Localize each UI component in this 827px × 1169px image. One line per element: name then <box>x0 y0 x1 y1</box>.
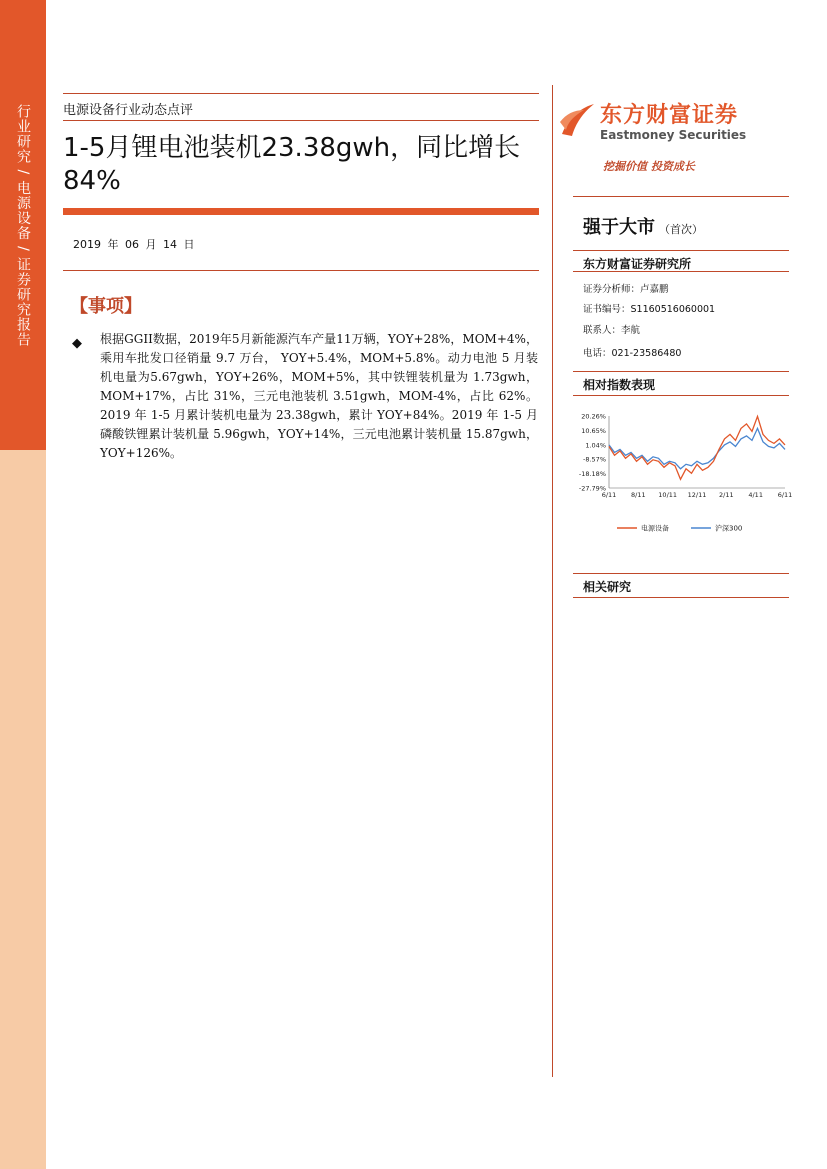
chart-y-tick-label: -8.57% <box>583 455 606 464</box>
contact: 联系人：李航 <box>583 325 641 336</box>
institute-name: 东方财富证券研究所 <box>583 257 692 271</box>
sidebar-label: 行业研究 / 电源设备 / 证券研究报告 <box>15 104 31 348</box>
section-paragraph: 根据GGII数据，2019年5月新能源汽车产量11万辆，YOY+28%，MOM+4%，乘用车批发口径销量 9.7 万台， YOY+5.4%，MOM+5.8%。动力电池 5 月装机电量为5.67gwh，YOY+26%，MOM+5%，其中铁锂装机量为 1.73gwh，MOM+17%，占比 31%，三元电池装机 3.51gwh，MOM-4%，占比 62%。2019 年 1-5 月累计装机电量为 23.38gwh，累计 YOY+84%。2019 年 1-5 月磷酸铁锂累计装机量 5.96gwh，YOY+14%，三元电池累计装机量 15.87gwh，YOY+126%。 <box>100 332 538 460</box>
chart-series-line <box>609 428 785 468</box>
chart-x-tick-label: 10/11 <box>658 491 678 499</box>
chart-x-tick-label: 6/11 <box>601 491 617 499</box>
report-date: 2019 年 06 月 14 日 <box>73 238 195 251</box>
chart-y-tick-label: 20.26% <box>581 412 606 421</box>
brand-name-cn: 东方财富证券 <box>600 103 739 128</box>
report-title: 1-5月锂电池装机23.38gwh，同比增长84% <box>63 133 521 196</box>
chart-x-tick-label: 4/11 <box>748 491 763 499</box>
title-rule <box>63 208 539 215</box>
related-top-rule <box>573 573 789 574</box>
chart-x-tick-label: 8/11 <box>631 491 646 499</box>
chart-y-tick-label: -18.18% <box>578 470 606 479</box>
chart-y-tick-label: -27.79% <box>578 484 606 493</box>
column-divider <box>552 85 553 1077</box>
chart-x-tick-label: 6/11 <box>777 491 793 499</box>
report-category: 电源设备行业动态点评 <box>63 103 194 118</box>
relative-index-chart <box>573 408 793 540</box>
rating-top-rule <box>573 196 789 197</box>
institute-rule <box>573 271 789 272</box>
rating-label: 强于大市 <box>583 217 655 238</box>
rating-note: （首次） <box>659 223 703 236</box>
relative-heading: 相对指数表现 <box>583 378 656 392</box>
phone: 电话：021-23586480 <box>583 348 682 359</box>
brand-slogan: 挖掘价值 投资成长 <box>603 160 695 173</box>
bullet-icon: ◆ <box>72 336 82 351</box>
chart-series-line <box>609 416 785 479</box>
brand-name-en: Eastmoney Securities <box>600 128 747 142</box>
date-rule <box>63 270 539 271</box>
section-heading: 【事项】 <box>70 296 142 317</box>
chart-x-tick-label: 2/11 <box>719 491 734 499</box>
relative-bottom-rule <box>573 395 789 396</box>
relative-top-rule <box>573 371 789 372</box>
chart-legend-label: 电源设备 <box>641 524 669 533</box>
sidebar-lower-band <box>0 450 46 1169</box>
chart-y-tick-label: 1.04% <box>585 441 606 450</box>
related-heading: 相关研究 <box>583 580 632 594</box>
top-rule <box>63 93 539 94</box>
rating-bottom-rule <box>573 250 789 251</box>
chart-legend-label: 沪深300 <box>715 524 743 533</box>
cert-number: 证书编号：S1160516060001 <box>583 304 716 315</box>
chart-x-tick-label: 12/11 <box>687 491 707 499</box>
category-rule <box>63 120 539 121</box>
related-bottom-rule <box>573 597 789 598</box>
chart-y-tick-label: 10.65% <box>581 426 606 435</box>
brand-logo-icon <box>558 100 598 140</box>
analyst: 证券分析师：卢嘉鹏 <box>583 284 669 295</box>
rating <box>583 213 703 239</box>
